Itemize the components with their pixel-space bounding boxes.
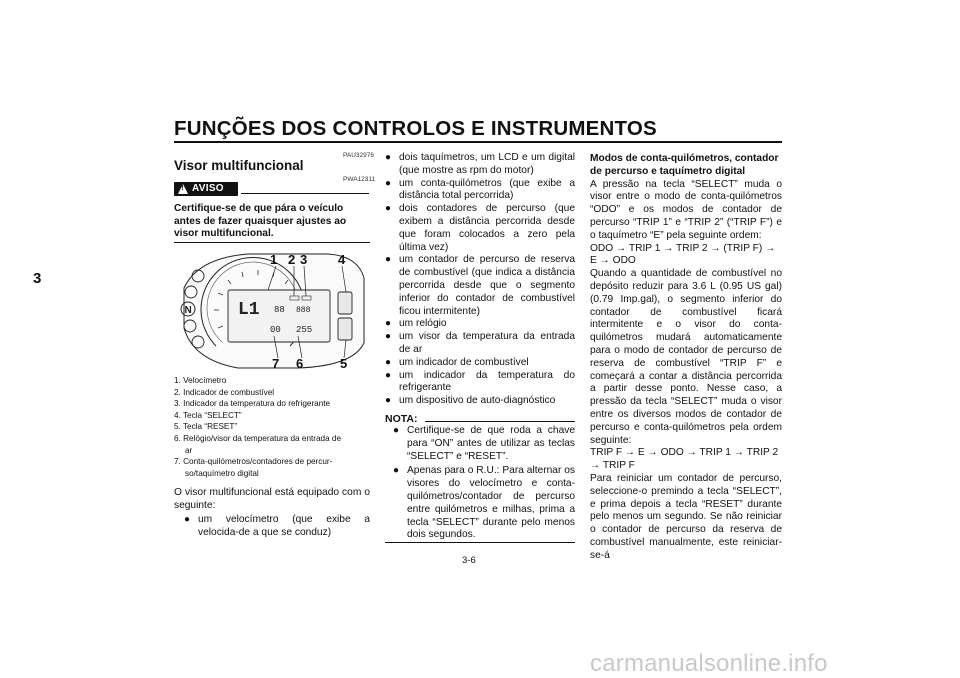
warning-code: PWA12311 bbox=[343, 176, 376, 183]
page-number: 3-6 bbox=[462, 555, 476, 566]
right-paragraph-1: A pressão na tecla “SELECT” muda o visor entre o modo de conta-quilómetros “ODO” e os modos de contador de percurso “TRIP 1” e “TRIP 2” (“TRIP F”) e o taquímetro “E” pela seguinte ordem: bbox=[590, 178, 782, 241]
intro-text: O visor multifuncional está equipado com o seguinte: bbox=[174, 487, 370, 511]
caption-line: so/taquímetro digital bbox=[185, 468, 259, 478]
middle-bullet-list bbox=[385, 152, 575, 408]
callout-number: 6 bbox=[296, 356, 304, 371]
section-title: Visor multifuncional bbox=[174, 158, 304, 173]
figure-caption-list bbox=[174, 375, 370, 479]
page-header-title: FUNÇÕES DOS CONTROLOS E INSTRUMENTOS bbox=[174, 117, 657, 140]
left-bullet-list bbox=[184, 514, 370, 540]
callout-number: 1 bbox=[270, 252, 278, 267]
svg-text:88: 88 bbox=[274, 305, 285, 315]
right-column bbox=[590, 153, 782, 563]
warning-badge: ! AVISO bbox=[174, 182, 238, 196]
callout-number: 5 bbox=[340, 356, 348, 371]
bullet-item: ● um indicador de combustível bbox=[385, 357, 575, 370]
bullet-item: ● um velocímetro (que exibe a velocida-de a que se conduz) bbox=[184, 514, 370, 540]
svg-text:888: 888 bbox=[296, 306, 311, 315]
svg-text:255: 255 bbox=[296, 325, 313, 335]
callout-number: 2 bbox=[288, 252, 296, 267]
bullet-item: ● dois taquímetros, um LCD e um digital (que mostre as rpm do motor) bbox=[385, 152, 575, 178]
caption-line: 3. Indicador da temperatura do refrigerante bbox=[174, 399, 331, 409]
caption-line: 7. Conta-quilómetros/contadores de percur- bbox=[174, 457, 333, 467]
bullet-item: ● um indicador da temperatura do refrigerante bbox=[385, 370, 575, 396]
chapter-number: 3 bbox=[33, 270, 42, 287]
right-heading: Modos de conta-quilómetros, contador de percurso e taquímetro digital bbox=[590, 153, 779, 177]
bullet-item: ● dois contadores de percurso (que exibem a distância percorrida desde que foram colocados a zero pela última vez) bbox=[385, 203, 575, 254]
warning-label: AVISO bbox=[192, 183, 224, 194]
caption-line: 2. Indicador de combustível bbox=[174, 387, 275, 397]
right-paragraph-3: Para reiniciar um contador de percurso, seleccione-o premindo a tecla “SELECT”, e prima depois a tecla “RESET” durante pelo menos um segundo. Se não reiniciar o contador de percurso da reserva de combustível manualmente, este reiniciar-se-á bbox=[590, 472, 782, 561]
warning-divider bbox=[241, 193, 369, 194]
caption-line: 6. Relógio/visor da temperatura da entrada de bbox=[174, 433, 342, 443]
caption-line: 1. Velocímetro bbox=[174, 376, 227, 385]
warning-text: Certifique-se de que pára o veículo antes de fazer quaisquer ajustes ao visor multifuncional. bbox=[174, 203, 347, 240]
bullet-item: ● um contador de percurso de reserva de combustível (que indica a distância percorrida desde que o segmento inferior do contador de combustível ficou intermitente) bbox=[385, 254, 575, 318]
svg-text:N: N bbox=[184, 305, 192, 316]
callout-number: 7 bbox=[272, 356, 280, 371]
right-paragraph-2: Quando a quantidade de combustível no depósito reduzir para 3.6 L (0.95 US gal) (0.79 Imp.gal), o segmento inferior do contador de combustível ficará intermitente e o visor do conta-quilómetros mudará automaticamente para o modo de contador de percurso de reserva de combustível “TRIP F” e começará a contar a distância percorrida a partir desse ponto. Nesse caso, a pressão da tecla “SELECT” muda o visor entre os diversos modos de contador de percurso e conta-quilómetros pela ordem seguinte: bbox=[590, 268, 782, 446]
callout-number: 4 bbox=[338, 252, 346, 267]
instrument-panel-figure bbox=[178, 248, 368, 372]
svg-text:00: 00 bbox=[270, 325, 281, 335]
nota-heading: NOTA: bbox=[385, 413, 418, 425]
svg-text:L1: L1 bbox=[238, 300, 260, 320]
bullet-item: ● um conta-quilómetros (que exibe a distância total percorrida) bbox=[385, 178, 575, 204]
header-rule bbox=[174, 141, 782, 143]
bullet-item: ● um visor da temperatura da entrada de ar bbox=[385, 331, 575, 357]
nota-divider bbox=[425, 421, 575, 422]
bullet-item: ● um relógio bbox=[385, 318, 575, 331]
callout-number: 3 bbox=[300, 252, 308, 267]
bullet-item: ● Certifique-se de que roda a chave para “ON” antes de utilizar as teclas “SELECT” e “RESET”. bbox=[393, 425, 575, 463]
nota-bottom-rule bbox=[385, 542, 575, 543]
bullet-item: ● Apenas para o R.U.: Para alternar os visores do velocímetro e conta-quilómetros/contador de percurso entre quilómetros e milhas, prima a tecla “SELECT” durante pelo menos dois segundos. bbox=[393, 465, 575, 542]
caption-line: ar bbox=[185, 445, 193, 455]
watermark: carmanualsonline.info bbox=[590, 650, 828, 677]
section-code: PAU32976 bbox=[343, 152, 374, 159]
mode-sequence-2: TRIP F → E → ODO → TRIP 1 → TRIP 2 → TRIP F bbox=[590, 447, 779, 472]
bullet-item: ● um dispositivo de auto-diagnóstico bbox=[385, 395, 575, 408]
instrument-panel-drawing bbox=[178, 248, 368, 372]
warning-bottom-rule bbox=[174, 242, 370, 243]
caption-line: 4. Tecla “SELECT” bbox=[174, 410, 242, 420]
nota-list bbox=[393, 425, 575, 544]
caption-line: 5. Tecla “RESET” bbox=[174, 422, 238, 432]
mode-sequence-1: ODO → TRIP 1 → TRIP 2 → (TRIP F) → E → ODO bbox=[590, 242, 776, 267]
